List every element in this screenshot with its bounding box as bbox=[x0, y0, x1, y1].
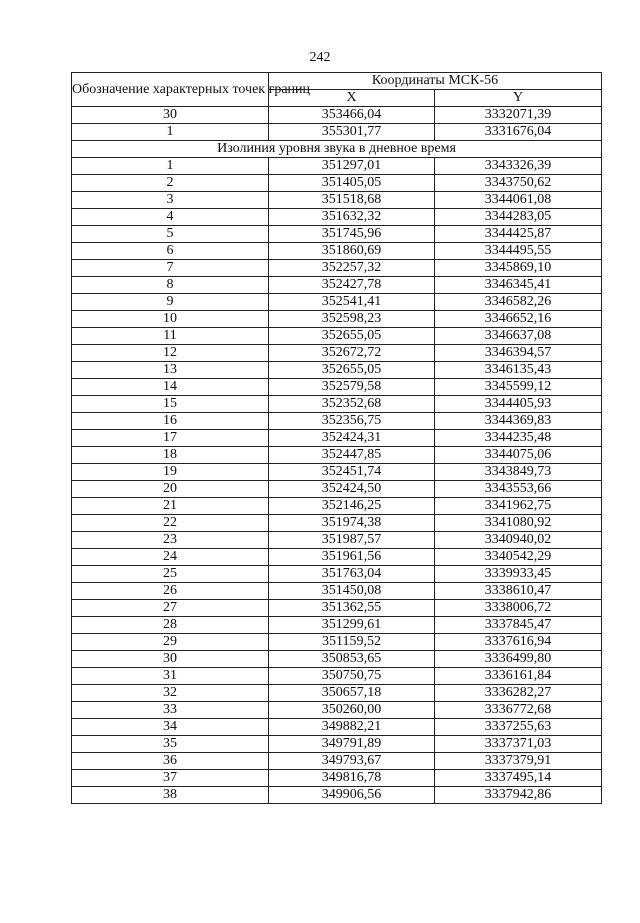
coord-y: 3346652,16 bbox=[435, 311, 602, 328]
table-row bbox=[72, 260, 602, 277]
point-number: 14 bbox=[72, 379, 269, 396]
point-number: 4 bbox=[72, 209, 269, 226]
coord-x: 351961,56 bbox=[269, 549, 435, 566]
point-number: 20 bbox=[72, 481, 269, 498]
coordinates-table bbox=[71, 72, 602, 804]
point-number: 30 bbox=[72, 107, 269, 124]
coord-y: 3337255,63 bbox=[435, 719, 602, 736]
coord-y: 3344283,05 bbox=[435, 209, 602, 226]
coord-x: 352356,75 bbox=[269, 413, 435, 430]
table-row bbox=[72, 345, 602, 362]
point-number: 8 bbox=[72, 277, 269, 294]
coord-y: 3344495,55 bbox=[435, 243, 602, 260]
table-row bbox=[72, 430, 602, 447]
point-number: 30 bbox=[72, 651, 269, 668]
section-row bbox=[72, 141, 602, 158]
table-row bbox=[72, 362, 602, 379]
table-row bbox=[72, 328, 602, 345]
table-row bbox=[72, 787, 602, 804]
table-row bbox=[72, 158, 602, 175]
table-row bbox=[72, 192, 602, 209]
table-row bbox=[72, 413, 602, 430]
coord-y: 3343553,66 bbox=[435, 481, 602, 498]
coord-x: 352424,50 bbox=[269, 481, 435, 498]
coord-y: 3344405,93 bbox=[435, 396, 602, 413]
point-number: 38 bbox=[72, 787, 269, 804]
table-row bbox=[72, 447, 602, 464]
point-number: 28 bbox=[72, 617, 269, 634]
point-number: 32 bbox=[72, 685, 269, 702]
coord-x: 350853,65 bbox=[269, 651, 435, 668]
table-row bbox=[72, 549, 602, 566]
coord-x: 352598,23 bbox=[269, 311, 435, 328]
coord-x: 355301,77 bbox=[269, 124, 435, 141]
coord-y: 3331676,04 bbox=[435, 124, 602, 141]
table-row bbox=[72, 702, 602, 719]
coord-x: 349793,67 bbox=[269, 753, 435, 770]
table-row bbox=[72, 294, 602, 311]
point-number: 1 bbox=[72, 124, 269, 141]
point-number: 7 bbox=[72, 260, 269, 277]
coord-x: 351405,05 bbox=[269, 175, 435, 192]
coord-x: 351763,04 bbox=[269, 566, 435, 583]
point-number: 10 bbox=[72, 311, 269, 328]
point-number: 37 bbox=[72, 770, 269, 787]
point-number: 3 bbox=[72, 192, 269, 209]
coord-y: 3337845,47 bbox=[435, 617, 602, 634]
point-number: 36 bbox=[72, 753, 269, 770]
coord-y: 3341962,75 bbox=[435, 498, 602, 515]
coord-y: 3343849,73 bbox=[435, 464, 602, 481]
coord-x: 350260,00 bbox=[269, 702, 435, 719]
table-row bbox=[72, 753, 602, 770]
coord-x: 350750,75 bbox=[269, 668, 435, 685]
table-row bbox=[72, 277, 602, 294]
header-coords-title: Координаты МСК-56 bbox=[269, 73, 602, 90]
coord-y: 3343750,62 bbox=[435, 175, 602, 192]
coord-y: 3346345,41 bbox=[435, 277, 602, 294]
point-number: 27 bbox=[72, 600, 269, 617]
coord-x: 351518,68 bbox=[269, 192, 435, 209]
table-row bbox=[72, 379, 602, 396]
header-y: Y bbox=[435, 90, 602, 107]
table-row bbox=[72, 396, 602, 413]
point-number: 33 bbox=[72, 702, 269, 719]
point-number: 34 bbox=[72, 719, 269, 736]
coord-x: 351987,57 bbox=[269, 532, 435, 549]
point-number: 12 bbox=[72, 345, 269, 362]
coord-x: 352257,32 bbox=[269, 260, 435, 277]
table-row bbox=[72, 617, 602, 634]
table-row bbox=[72, 600, 602, 617]
coord-y: 3346582,26 bbox=[435, 294, 602, 311]
coord-y: 3346637,08 bbox=[435, 328, 602, 345]
page-number: 242 bbox=[309, 50, 331, 65]
point-number: 23 bbox=[72, 532, 269, 549]
coord-x: 352655,05 bbox=[269, 328, 435, 345]
table-row bbox=[72, 515, 602, 532]
table-row bbox=[72, 175, 602, 192]
coord-x: 350657,18 bbox=[269, 685, 435, 702]
coord-x: 352146,25 bbox=[269, 498, 435, 515]
point-number: 35 bbox=[72, 736, 269, 753]
coord-y: 3346135,43 bbox=[435, 362, 602, 379]
table-row bbox=[72, 107, 602, 124]
coord-y: 3338610,47 bbox=[435, 583, 602, 600]
table-row bbox=[72, 532, 602, 549]
table-row bbox=[72, 481, 602, 498]
point-number: 17 bbox=[72, 430, 269, 447]
coord-y: 3344061,08 bbox=[435, 192, 602, 209]
point-number: 25 bbox=[72, 566, 269, 583]
point-number: 18 bbox=[72, 447, 269, 464]
point-number: 15 bbox=[72, 396, 269, 413]
coord-y: 3336772,68 bbox=[435, 702, 602, 719]
point-number: 2 bbox=[72, 175, 269, 192]
point-number: 24 bbox=[72, 549, 269, 566]
coord-y: 3332071,39 bbox=[435, 107, 602, 124]
table-row bbox=[72, 736, 602, 753]
coord-x: 352541,41 bbox=[269, 294, 435, 311]
coord-x: 351632,32 bbox=[269, 209, 435, 226]
table-row bbox=[72, 651, 602, 668]
coord-y: 3336282,27 bbox=[435, 685, 602, 702]
table-row bbox=[72, 770, 602, 787]
coord-y: 3337495,14 bbox=[435, 770, 602, 787]
coord-x: 351159,52 bbox=[269, 634, 435, 651]
point-number: 1 bbox=[72, 158, 269, 175]
coord-y: 3337371,03 bbox=[435, 736, 602, 753]
coord-y: 3344369,83 bbox=[435, 413, 602, 430]
coord-x: 351974,38 bbox=[269, 515, 435, 532]
coord-y: 3339933,45 bbox=[435, 566, 602, 583]
coord-x: 352672,72 bbox=[269, 345, 435, 362]
point-number: 9 bbox=[72, 294, 269, 311]
coord-y: 3344075,06 bbox=[435, 447, 602, 464]
point-number: 29 bbox=[72, 634, 269, 651]
coord-x: 352447,85 bbox=[269, 447, 435, 464]
point-number: 11 bbox=[72, 328, 269, 345]
table-row bbox=[72, 685, 602, 702]
coord-y: 3336499,80 bbox=[435, 651, 602, 668]
coord-y: 3337616,94 bbox=[435, 634, 602, 651]
coord-x: 353466,04 bbox=[269, 107, 435, 124]
coord-x: 351297,01 bbox=[269, 158, 435, 175]
coord-y: 3337942,86 bbox=[435, 787, 602, 804]
point-number: 13 bbox=[72, 362, 269, 379]
table-row bbox=[72, 311, 602, 328]
table-row bbox=[72, 124, 602, 141]
table-row bbox=[72, 498, 602, 515]
coord-y: 3340940,02 bbox=[435, 532, 602, 549]
table-row bbox=[72, 566, 602, 583]
coord-x: 351860,69 bbox=[269, 243, 435, 260]
point-number: 26 bbox=[72, 583, 269, 600]
coord-y: 3345869,10 bbox=[435, 260, 602, 277]
coord-x: 352655,05 bbox=[269, 362, 435, 379]
table-row bbox=[72, 668, 602, 685]
header-point-label: Обозначение характерных точек границ bbox=[72, 73, 269, 107]
coord-x: 351450,08 bbox=[269, 583, 435, 600]
coord-x: 352427,78 bbox=[269, 277, 435, 294]
table-row bbox=[72, 634, 602, 651]
coord-y: 3346394,57 bbox=[435, 345, 602, 362]
coord-y: 3337379,91 bbox=[435, 753, 602, 770]
coord-x: 349816,78 bbox=[269, 770, 435, 787]
coord-y: 3344235,48 bbox=[435, 430, 602, 447]
point-number: 22 bbox=[72, 515, 269, 532]
coord-y: 3338006,72 bbox=[435, 600, 602, 617]
point-number: 16 bbox=[72, 413, 269, 430]
coord-x: 352352,68 bbox=[269, 396, 435, 413]
table-body bbox=[72, 107, 602, 804]
table-row bbox=[72, 226, 602, 243]
coord-x: 349882,21 bbox=[269, 719, 435, 736]
coord-y: 3344425,87 bbox=[435, 226, 602, 243]
coord-x: 352424,31 bbox=[269, 430, 435, 447]
coord-x: 352451,74 bbox=[269, 464, 435, 481]
point-number: 31 bbox=[72, 668, 269, 685]
coord-x: 351362,55 bbox=[269, 600, 435, 617]
table-row bbox=[72, 464, 602, 481]
coord-x: 349791,89 bbox=[269, 736, 435, 753]
header-x: X bbox=[269, 90, 435, 107]
point-number: 5 bbox=[72, 226, 269, 243]
coord-y: 3341080,92 bbox=[435, 515, 602, 532]
table-row bbox=[72, 243, 602, 260]
coord-x: 351745,96 bbox=[269, 226, 435, 243]
coord-y: 3345599,12 bbox=[435, 379, 602, 396]
coord-y: 3336161,84 bbox=[435, 668, 602, 685]
point-number: 6 bbox=[72, 243, 269, 260]
table-row bbox=[72, 719, 602, 736]
coord-x: 351299,61 bbox=[269, 617, 435, 634]
coord-x: 349906,56 bbox=[269, 787, 435, 804]
point-number: 19 bbox=[72, 464, 269, 481]
table-row bbox=[72, 583, 602, 600]
coord-x: 352579,58 bbox=[269, 379, 435, 396]
coord-y: 3340542,29 bbox=[435, 549, 602, 566]
coord-y: 3343326,39 bbox=[435, 158, 602, 175]
point-number: 21 bbox=[72, 498, 269, 515]
table-row bbox=[72, 209, 602, 226]
section-title: Изолиния уровня звука в дневное время bbox=[72, 141, 602, 158]
